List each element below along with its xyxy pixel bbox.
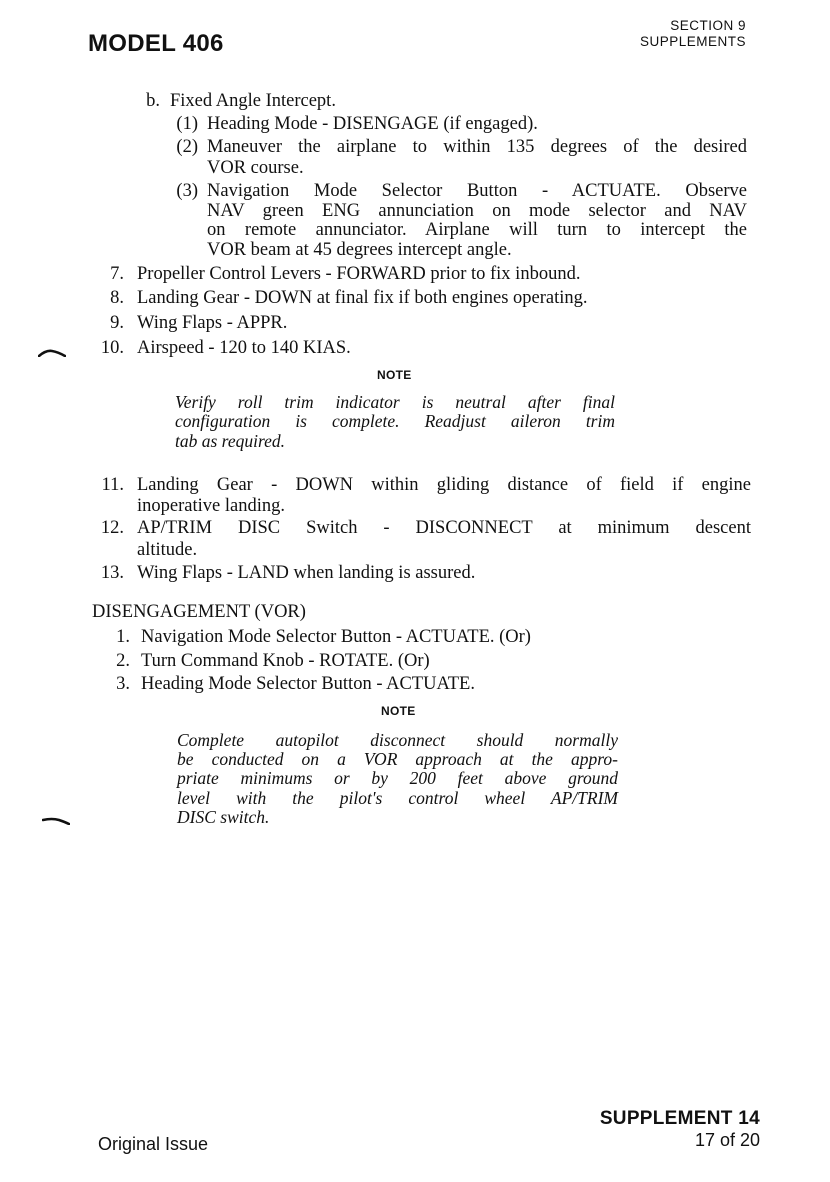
step-text-continued: NAV green ENG annunciation on mode selector and NAV [207,201,747,221]
section-label: SECTION 9 [670,18,746,33]
note-text: Complete autopilot disconnect should normally [177,730,618,750]
revision-change-bar [42,812,70,820]
subsection-title: Fixed Angle Intercept. [170,91,336,111]
supplement-number: SUPPLEMENT 14 [599,1108,760,1129]
note-text: Verify roll trim indicator is neutral after final [175,392,615,412]
step-number: 10. [100,338,124,358]
step-number: (2) [176,137,198,157]
step-text: Maneuver the airplane to within 135 degrees of the desired [207,137,747,157]
supplements-label: SUPPLEMENTS [639,34,746,49]
step-number: 1. [116,627,130,647]
step-number: (1) [176,114,198,134]
page-number: 17 of 20 [694,1130,760,1150]
step-text: Heading Mode Selector Button - ACTUATE. [141,674,475,694]
note-text: priate minimums or by 200 feet above ground [177,768,618,788]
disengagement-heading: DISENGAGEMENT (VOR) [92,602,306,622]
note-text: level with the pilot's control wheel AP/TRIM [177,788,618,808]
issue-label: Original Issue [98,1134,209,1154]
step-number: (3) [176,181,198,201]
step-text-continued: VOR beam at 45 degrees intercept angle. [207,240,512,260]
step-text: Wing Flaps - LAND when landing is assured. [137,563,476,583]
step-text: Navigation Mode Selector Button - ACTUATE. (Or) [141,627,531,647]
step-number: 11. [101,475,124,495]
step-text: Landing Gear - DOWN within gliding distance of field if engine [137,475,751,495]
note-text: tab as required. [175,431,286,451]
step-text: Propeller Control Levers - FORWARD prior to fix inbound. [137,264,581,284]
subsection-letter: b. [146,91,160,111]
step-number: 3. [116,674,130,694]
step-text-continued: VOR course. [207,158,304,178]
step-text: Turn Command Knob - ROTATE. (Or) [141,651,430,671]
step-text: Wing Flaps - APPR. [137,313,288,333]
step-text-continued: altitude. [137,540,198,560]
step-number: 12. [100,518,124,538]
step-number: 9. [110,313,124,333]
section-heading [640,18,746,50]
revision-change-bar [38,344,66,352]
step-text-continued: on remote annunciator. Airplane will turn to intercept the [207,220,747,240]
page-footer [600,1108,760,1150]
step-text: Heading Mode - DISENGAGE (if engaged). [207,114,538,134]
step-number: 7. [110,264,124,284]
step-text: AP/TRIM DISC Switch - DISCONNECT at minimum descent [137,518,751,538]
note-text: configuration is complete. Readjust aileron trim [175,411,615,431]
model-title: MODEL 406 [88,30,224,57]
note-text: be conducted on a VOR approach at the appro- [177,749,618,769]
step-text: Landing Gear - DOWN at final fix if both engines operating. [137,288,588,308]
note-label: NOTE [377,368,412,382]
step-text: Airspeed - 120 to 140 KIAS. [137,338,351,358]
step-text-continued: inoperative landing. [137,496,285,516]
note-label: NOTE [381,704,416,718]
step-number: 8. [110,288,124,308]
step-number: 13. [100,563,124,583]
note-text: DISC switch. [177,807,270,827]
step-number: 2. [116,651,130,671]
step-text: Navigation Mode Selector Button - ACTUATE. Observe [207,181,747,201]
